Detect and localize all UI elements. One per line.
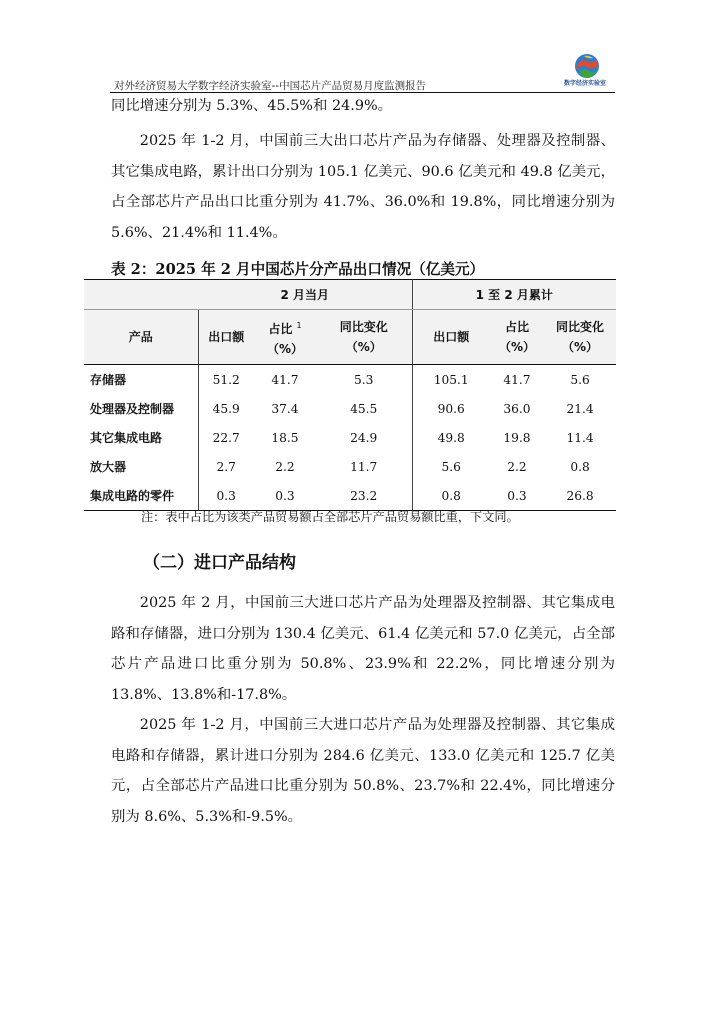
table-row	[84, 423, 616, 452]
table-row	[84, 394, 616, 423]
row-m-share: 2.2	[275, 459, 295, 474]
row-m-change: 23.2	[316, 481, 412, 511]
col-change-unit: （%）	[561, 340, 599, 354]
section-heading: （二）进口产品结构	[143, 553, 296, 573]
col-export-cum: 出口额	[412, 310, 490, 365]
row-c-change: 26.8	[544, 481, 616, 511]
row-m-change: 11.7	[316, 452, 412, 481]
globe-logo-icon	[573, 52, 601, 80]
table-row	[84, 452, 616, 481]
row-c-export: 105.1	[433, 372, 469, 387]
row-c-change: 11.4	[566, 430, 594, 445]
row-m-change: 45.5	[316, 394, 412, 423]
table-column-header	[84, 310, 616, 365]
paragraph-3: 2025 年 1-2 月，中国前三大进口芯片产品为处理器及控制器、其它集成电路和存储器，累计进口分别为 284.6 亿美元、133.0 亿美元和 125.7 亿美元，占全部芯片产品进口比重分别为 50.8%、23.7%和 22.4%，同比增速分别为 8.6%、5.3%和-9.5%。	[111, 717, 615, 825]
row-c-change: 5.6	[570, 372, 590, 387]
paragraph-0: 同比增速分别为 5.3%、45.5%和 24.9%。	[111, 98, 393, 114]
col-share-label: 占比	[504, 320, 529, 334]
table-row	[84, 481, 616, 511]
table-row	[84, 365, 616, 395]
row-c-share: 0.3	[490, 481, 544, 511]
col-change-cum	[544, 310, 616, 365]
col-share-unit: （%）	[266, 341, 304, 356]
col-share-unit: （%）	[498, 340, 536, 354]
row-c-change: 0.8	[570, 459, 590, 474]
col-share-label: 占比	[268, 321, 293, 336]
row-m-change: 5.3	[316, 365, 412, 395]
row-c-export: 0.8	[412, 481, 490, 511]
col-change-label: 同比变化	[556, 320, 605, 334]
row-m-share: 18.5	[271, 430, 299, 445]
group-month: 2 月当月	[198, 280, 412, 310]
row-m-export: 0.3	[198, 481, 254, 511]
col-export-month: 出口额	[198, 310, 254, 365]
row-m-share: 0.3	[254, 481, 316, 511]
row-product: 放大器	[84, 452, 198, 481]
group-spacer	[84, 280, 198, 310]
row-c-export: 90.6	[437, 401, 465, 416]
row-c-share: 41.7	[503, 372, 531, 387]
row-product: 其它集成电路	[84, 423, 198, 452]
row-c-share: 19.8	[503, 430, 531, 445]
row-product: 处理器及控制器	[84, 394, 198, 423]
row-product: 集成电路的零件	[84, 481, 198, 511]
col-change-label: 同比变化	[339, 320, 388, 334]
paragraph-2: 2025 年 2 月，中国前三大进口芯片产品为处理器及控制器、其它集成电路和存储器，进口分别为 130.4 亿美元、61.4 亿美元和 57.0 亿美元，占全部芯片产品进口比重分别为 50.8%、23.9%和 22.2%，同比增速分别为 13.8%、13.8%和-17.8%。	[111, 595, 615, 703]
row-m-export: 22.7	[212, 430, 240, 445]
row-product: 存储器	[84, 365, 198, 395]
row-m-export: 2.7	[216, 459, 236, 474]
table-group-header	[84, 280, 616, 310]
header-title: 对外经济贸易大学数字经济实验室--中国芯片产品贸易月度监测报告	[114, 80, 427, 92]
col-change-unit: （%）	[345, 340, 382, 354]
lab-logo	[559, 52, 615, 90]
col-share-month	[254, 310, 316, 365]
row-m-export: 51.2	[212, 372, 240, 387]
table-note: 注：表中占比为该类产品贸易额占全部芯片产品贸易额比重，下文同。	[141, 510, 519, 524]
col-share-footnote: 1	[296, 320, 302, 330]
row-m-change: 24.9	[316, 423, 412, 452]
row-c-export: 49.8	[437, 430, 465, 445]
row-m-export: 45.9	[212, 401, 240, 416]
logo-text: 数字经济实验室	[563, 80, 606, 87]
col-change-month	[316, 310, 412, 365]
paragraph-1: 2025 年 1-2 月，中国前三大出口芯片产品为存储器、处理器及控制器、其它集成电路，累计出口分别为 105.1 亿美元、90.6 亿美元和 49.8 亿美元，占全部芯片产品出口比重分别为 41.7%、36.0%和 19.8%，同比增速分别为 5.6%、21.4%和 11.4%。	[111, 133, 615, 241]
row-c-change: 21.4	[566, 401, 594, 416]
row-m-share: 41.7	[271, 372, 299, 387]
col-share-cum	[490, 310, 544, 365]
row-m-share: 37.4	[271, 401, 299, 416]
export-table	[84, 279, 616, 511]
row-c-share: 2.2	[507, 459, 527, 474]
row-c-export: 5.6	[441, 459, 461, 474]
col-product: 产品	[84, 310, 198, 365]
page-header	[110, 52, 615, 92]
group-cumulative: 1 至 2 月累计	[412, 280, 616, 310]
table-caption: 表 2：2025 年 2 月中国芯片分产品出口情况（亿美元）	[111, 261, 485, 278]
row-c-share: 36.0	[503, 401, 531, 416]
